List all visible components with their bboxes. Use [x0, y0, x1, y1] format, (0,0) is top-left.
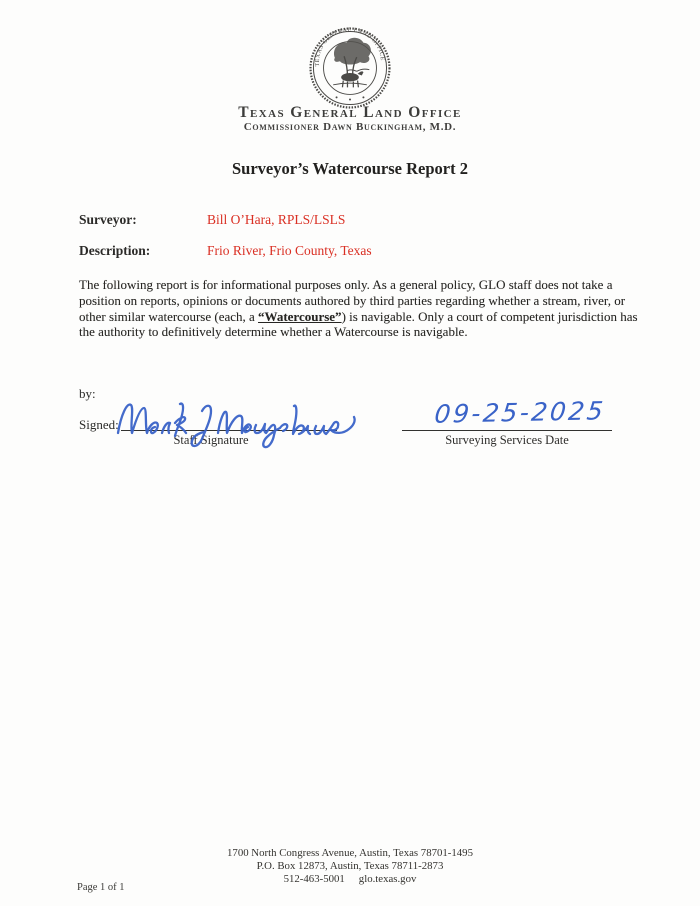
description-value: Frio River, Frio County, Texas — [207, 243, 372, 258]
staff-signature-handwriting — [114, 391, 359, 451]
footer-address-line1: 1700 North Congress Avenue, Austin, Texas 78701-1495 — [227, 847, 473, 859]
document-title: Surveyor’s Watercourse Report 2 — [232, 159, 468, 178]
footer-address-line2: P.O. Box 12873, Austin, Texas 78711-2873 — [256, 860, 444, 872]
description-label: Description: — [79, 243, 151, 258]
date-caption: Surveying Services Date — [445, 433, 569, 447]
surveyor-label: Surveyor: — [79, 212, 137, 227]
disclaimer-text-start: The following report is for informational purposes only. As a general policy, GLO staff does not take a position on reports, opinions or documents authored by third parties regarding whether a stream, river, or other similar watercourse (each, a — [79, 277, 626, 324]
commissioner-line: Commissioner Dawn Buckingham, M.D. — [243, 121, 457, 133]
footer-phone: 512-463-5001 — [283, 873, 345, 885]
surveyor-value: Bill O’Hara, RPLS/LSLS — [207, 212, 346, 227]
signed-label: Signed: — [79, 417, 119, 432]
watercourse-emphasis: “Watercourse” — [258, 308, 342, 324]
seal-longhorn — [333, 69, 369, 87]
disclaimer-paragraph — [79, 277, 644, 340]
seal-arc-text: TEXAS GENERAL LAND OFFICE — [314, 27, 386, 67]
org-name: Texas General Land Office — [238, 104, 462, 121]
disclaimer-text-end: ) is navigable. Only a court of competent jurisdiction has the authority to definitively determine whether a Watercourse is navigable. — [79, 308, 638, 340]
seal-star-decoration — [336, 96, 365, 100]
footer-website: glo.texas.gov — [358, 873, 417, 885]
glo-seal — [308, 26, 392, 110]
by-label: by: — [79, 386, 96, 401]
staff-signature-caption: Staff Signature — [173, 433, 249, 447]
glo-seal-graphic — [308, 26, 392, 110]
footer-address-block — [0, 847, 700, 886]
page-indicator: Page 1 of 1 — [77, 882, 125, 893]
date-handwriting: 09-25-2025 — [433, 396, 607, 429]
